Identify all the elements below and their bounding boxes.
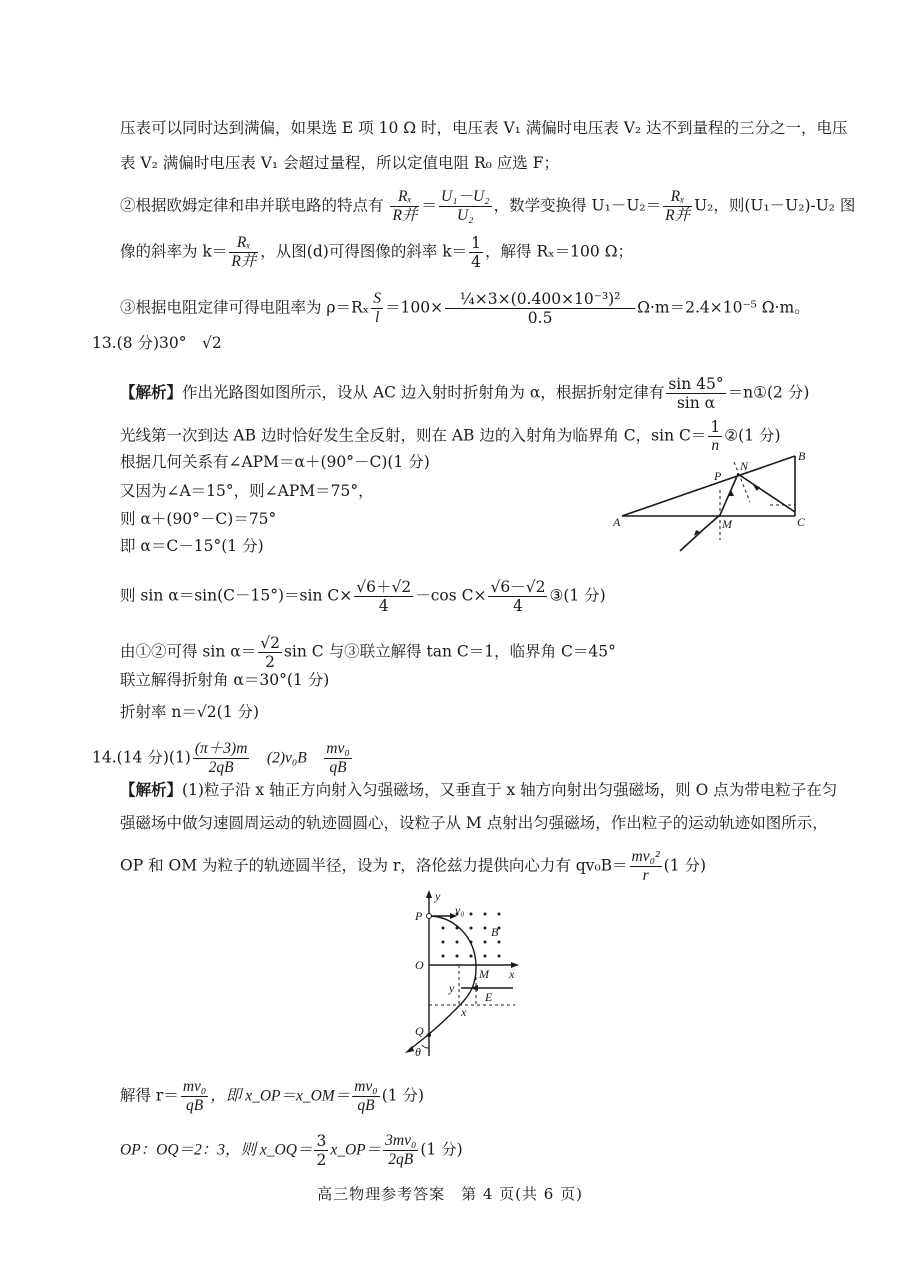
fraction-xoq [383,1132,418,1169]
fraction-centripetal [630,848,662,885]
label-y-axis: y [435,889,441,903]
text: ②根据欧姆定律和串并联电路的特点有 [120,196,384,215]
field-dot [498,955,501,958]
theta-arc [422,1045,429,1048]
label-x-axis: x [509,967,515,981]
num: (π＋3)m [194,740,248,757]
point-p [427,914,432,919]
text: (1 分) [420,1140,463,1159]
field-dot [456,955,459,958]
num: √6－√2 [490,578,546,596]
analysis-tag: 【解析】 [120,382,183,402]
den: U₂ [456,207,474,224]
text: 14.(14 分)(1) [92,748,191,767]
num: √2 [260,634,280,652]
field-dot [470,913,473,916]
den: n [711,437,720,454]
text: (1 分) [663,856,707,875]
q13-line-5: 则 α＋(90°－C)＝75° [120,510,277,528]
fraction-u [439,188,492,225]
q12-line-3: ②根据欧姆定律和串并联电路的特点有 $\frac{\text{Rₓ}}{\text{R并}}$ ＝ $\frac{\text{U₁－U₂}}{\text{U₂}}$ ，数学变换得 U₁－U₂＝ $\frac{\text{Rₓ}}{\text{R并}}$ U₂，则(U₁－U₂)-U₂ 图 [120,188,856,224]
field-dot [484,927,487,930]
num: mv₀ [182,1078,207,1095]
den: 2qB [388,1151,414,1168]
text: Ω·m＝2.4×10⁻⁵ Ω·m。 [637,298,810,317]
fraction-sqrt2-2 [258,634,282,671]
num: mv₀ [326,740,350,757]
q14-line-4 [120,1078,424,1115]
e-arrow [471,985,478,991]
field-dot [484,913,487,916]
q14-line-5 [120,1132,463,1169]
text: ，即 x_OP＝x_OM＝ [210,1087,351,1105]
den: 2 [316,1151,327,1169]
den: 4 [471,253,482,271]
num: sin 45° [668,375,724,393]
den: R并 [392,207,418,224]
den: qB [185,1097,204,1114]
label-p: P [714,469,722,483]
den: 0.5 [527,309,553,327]
den: R并 [665,207,691,224]
fraction-snell [666,375,725,412]
fraction-answer-1 [193,740,250,777]
magnetic-field-trajectory-diagram [395,888,525,1058]
field-dot [484,955,487,958]
den: R并 [231,253,257,270]
text: 光线第一次到达 AB 边时恰好发生全反射，则在 AB 边的入射角为临界角 C，sin C＝ [120,426,707,445]
text: x_OP＝ [330,1141,382,1159]
field-dot [498,941,501,944]
q14-header [92,740,354,777]
q13-line-3: 根据几何关系有∠APM＝α＋(90°－C)(1 分) [120,453,430,471]
den: sin α [676,394,716,412]
text: ，数学变换得 U₁－U₂＝ [493,196,662,215]
text: (1)粒子沿 x 轴正方向射入匀强磁场，又垂直于 x 轴方向射出匀强磁场，则 O 点为带电粒子在匀 [182,781,838,799]
text: 作出光路图如图所示，设从 AC 边入射时折射角为 α，根据折射定律有 [182,383,665,402]
q13-line-4: 又因为∠A＝15°，则∠APM＝75°， [120,482,374,500]
q13-header: 13.(8 分)30° √2 [92,334,222,352]
text: －cos C× [415,586,487,605]
num: mv₀² [631,848,660,865]
text: U₂，则(U₁－U₂)-U₂ 图 [694,196,856,215]
q13-line-10: 折射率 n＝√2(1 分) [120,703,260,721]
field-dot [442,941,445,944]
q12-line-1: 压表可以同时达到满偏，如果选 E 项 10 Ω 时，电压表 V₁ 满偏时电压表 V₂ 达不到量程的三分之一，电压 [120,119,848,137]
light-ray [680,474,795,551]
answer-2a: (2)v₀B [266,749,307,767]
text: 由①②可得 sin α＝ [120,642,257,661]
label-theta: θ [415,1045,421,1058]
field-dot [498,913,501,916]
den: 4 [513,597,523,615]
den: 2qB [208,759,234,776]
label-m: M [722,517,732,531]
page-footer: 高三物理参考答案 第 4 页(共 6 页) [317,1185,583,1203]
label-x-dist: x [461,1005,467,1019]
q12-line-5 [120,290,810,327]
den: 4 [378,597,389,615]
num: Rₓ [390,188,419,207]
num: Rₓ [229,234,258,253]
fraction-rx-rbing [390,188,419,225]
q14-line-2: 强磁场中做匀速圆周运动的轨迹圆圆心，设粒子从 M 点射出匀强磁场，作出粒子的运动轨迹如图所示， [120,814,828,832]
num: Rₓ [663,188,692,207]
fraction-s-l [371,290,383,327]
text: ③根据电阻定律可得电阻率为 ρ＝Rₓ [120,298,370,317]
q12-line-4 [120,234,633,271]
label-e: E [485,990,493,1004]
num: ¼×3×(0.400×10⁻³)² [445,290,635,309]
q13-line-8 [120,634,616,671]
num: √6＋√2 [356,578,412,596]
edge-ab [622,456,795,516]
num: 3 [316,1132,327,1150]
text: 则 sin α＝sin(C－15°)＝sin C× [120,586,353,605]
fraction-sqrt-sum [354,578,413,615]
q14-line-1 [120,780,837,800]
num: S [373,290,382,307]
label-n: N [740,459,749,473]
fraction-quarter [469,234,483,271]
text: ，从图(d)可得图像的斜率 k＝ [260,242,468,261]
num: 1 [471,234,482,252]
text: ＝100× [385,298,444,317]
text: OP：OQ＝2：3，则 x_OQ＝ [120,1141,313,1159]
label-o: O [415,958,424,972]
label-y-dist: y [449,981,455,995]
field-dot [484,941,487,944]
num: U₁－U₂ [440,188,490,205]
field-dot [456,941,459,944]
text: 解得 r＝ [120,1086,179,1105]
label-p: P [415,909,423,923]
label-q: Q [415,1024,424,1038]
field-dot [442,955,445,958]
field-dot [456,927,459,930]
q13-line-6: 即 α＝C－15°(1 分) [120,537,264,555]
text: ②(1 分) [724,426,781,445]
fraction-rho [445,290,635,327]
text: ＝n①(2 分) [727,383,810,402]
den: 2 [265,653,276,671]
field-dot [470,941,473,944]
q14-line-3 [120,848,706,885]
y-arrow [426,890,432,898]
text: OP 和 OM 为粒子的轨迹圆半径，设为 r，洛伦兹力提供向心力有 qv₀B＝ [120,856,628,875]
label-b: B [798,450,806,463]
label-c: C [797,515,806,529]
fraction-xom [352,1078,379,1115]
text: ③(1 分) [549,586,606,605]
text: sin C 与③联立解得 tan C＝1，临界角 C＝45° [283,642,616,661]
den: qB [357,1097,375,1114]
label-m: M [479,967,489,981]
den: r [642,867,649,884]
point-q [427,1033,431,1037]
label-b: B [491,925,499,939]
fraction-k [229,234,258,271]
q12-line-2: 表 V₂ 满偏时电压表 V₁ 会超过量程，所以定值电阻 R₀ 应选 F； [120,154,559,172]
text: ，解得 Rₓ＝100 Ω； [485,242,634,261]
fraction-sqrt-diff [488,578,547,615]
fraction-3-2 [314,1132,328,1169]
fraction-rx-rbing-2 [663,188,692,225]
field-dot [470,955,473,958]
field-dot [442,927,445,930]
num: 3mv₀ [385,1132,417,1149]
num: 1 [710,418,721,436]
q13-line-9: 联立解得折射角 α＝30°(1 分) [120,671,330,689]
text: 像的斜率为 k＝ [120,242,228,261]
fraction-r [181,1078,208,1115]
label-a: A [613,515,621,529]
label-v0: v₀ [455,903,465,917]
q13-line-1 [120,375,809,412]
analysis-tag: 【解析】 [120,780,183,799]
field-dot [470,927,473,930]
den: qB [329,759,347,776]
num: mv₀ [354,1078,378,1095]
prism-light-path-diagram [610,450,820,555]
fraction-answer-2b [324,740,351,777]
text: (1 分) [381,1086,425,1105]
q13-line-7 [120,578,606,615]
den: l [375,309,380,326]
